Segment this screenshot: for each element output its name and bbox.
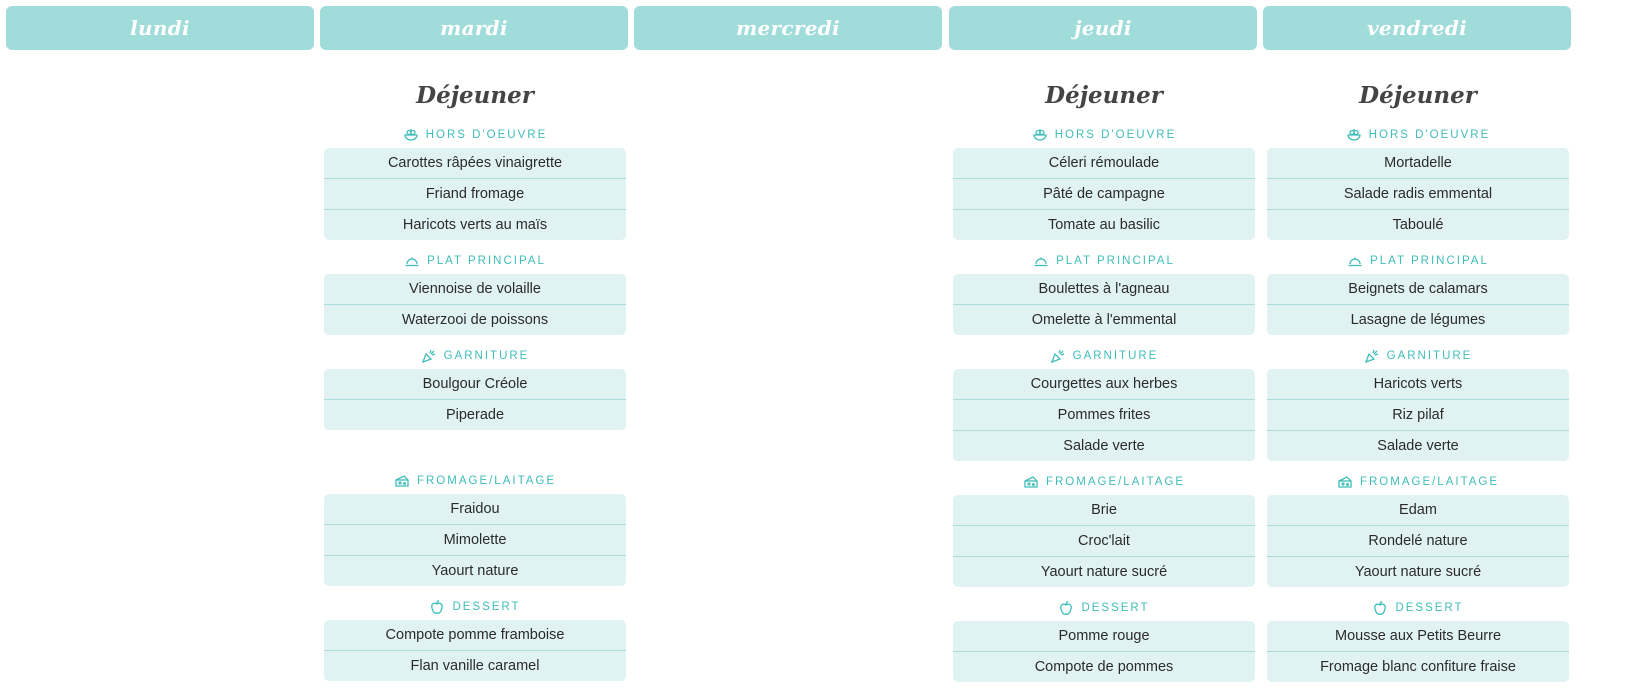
item-list (953, 369, 1255, 461)
spacer (324, 430, 626, 460)
meal-section (1267, 78, 1569, 682)
day-column-mercredi (634, 6, 942, 50)
menu-item: Lasagne de légumes (1267, 304, 1569, 335)
category-dessert (324, 596, 626, 681)
menu-item: Mortadelle (1384, 155, 1452, 171)
menu-item: Haricots verts (1373, 376, 1463, 392)
menu-item: Salade radis emmental (1267, 178, 1569, 209)
item-list (953, 495, 1255, 587)
menu-item: Riz pilaf (1267, 399, 1569, 430)
category-garniture (324, 345, 626, 430)
menu-item: Compote pomme framboise (385, 627, 565, 643)
category-garniture (1267, 345, 1569, 461)
menu-item: Pommes frites (953, 399, 1255, 430)
item-list (1267, 148, 1569, 240)
menu-item: Mimolette (324, 524, 626, 555)
menu-item: Viennoise de volaille (409, 281, 541, 297)
day-column-lundi (6, 6, 314, 50)
category-label: DESSERT (452, 601, 521, 613)
carrot-icon (421, 348, 437, 364)
category-label: FROMAGE/LAITAGE (1045, 476, 1186, 488)
carrot-icon (1364, 348, 1380, 364)
menu-item: Rondelé nature (1267, 525, 1569, 556)
meal-title: Déjeuner (1359, 82, 1477, 109)
item-list (324, 620, 626, 681)
menu-item: Fraidou (450, 501, 500, 517)
menu-item: Omelette à l'emmental (953, 304, 1255, 335)
category-fromage-laitage (324, 470, 626, 586)
item-list (324, 494, 626, 586)
menu-item: Céleri rémoulade (1048, 155, 1160, 171)
cloche-plate-icon (1033, 253, 1049, 269)
cheese-icon (1023, 474, 1039, 490)
day-header-lundi[interactable]: lundi (6, 6, 314, 50)
category-dessert (953, 597, 1255, 682)
cheese-icon (1337, 474, 1353, 490)
day-header-jeudi[interactable]: jeudi (949, 6, 1257, 50)
salad-bowl-icon (1346, 127, 1362, 143)
item-list (324, 148, 626, 240)
category-label: FROMAGE/LAITAGE (1359, 476, 1500, 488)
day-column-mardi (320, 6, 628, 681)
category-label: PLAT PRINCIPAL (427, 255, 546, 267)
menu-item: Taboulé (1267, 209, 1569, 240)
salad-bowl-icon (403, 127, 419, 143)
menu-item: Boulgour Créole (422, 376, 528, 392)
salad-bowl-icon (1032, 127, 1048, 143)
category-plat-principal (324, 250, 626, 335)
menu-item: Pâté de campagne (953, 178, 1255, 209)
carrot-icon (1050, 348, 1066, 364)
menu-item: Brie (1091, 502, 1117, 518)
item-list (953, 621, 1255, 682)
menu-item: Salade verte (953, 430, 1255, 461)
category-hors-doeuvre (1267, 124, 1569, 240)
item-list (953, 148, 1255, 240)
meal-title: Déjeuner (1045, 82, 1163, 109)
category-label: GARNITURE (1072, 350, 1159, 362)
category-fromage-laitage (1267, 471, 1569, 587)
menu-item: Haricots verts au maïs (324, 209, 626, 240)
menu-item: Compote de pommes (953, 651, 1255, 682)
category-label: HORS D'OEUVRE (425, 129, 548, 141)
category-label: PLAT PRINCIPAL (1370, 255, 1489, 267)
category-dessert (1267, 597, 1569, 682)
item-list (1267, 621, 1569, 682)
menu-item: Tomate au basilic (953, 209, 1255, 240)
category-plat-principal (1267, 250, 1569, 335)
item-list (1267, 274, 1569, 335)
day-header-mercredi[interactable]: mercredi (634, 6, 942, 50)
item-list (324, 369, 626, 430)
day-header-mardi[interactable]: mardi (320, 6, 628, 50)
menu-item: Mousse aux Petits Beurre (1334, 628, 1502, 644)
menu-item: Yaourt nature (324, 555, 626, 586)
category-plat-principal (953, 250, 1255, 335)
category-label: PLAT PRINCIPAL (1056, 255, 1175, 267)
category-label: HORS D'OEUVRE (1054, 129, 1177, 141)
menu-item: Croc'lait (953, 525, 1255, 556)
category-label: HORS D'OEUVRE (1368, 129, 1491, 141)
item-list (953, 274, 1255, 335)
category-label: DESSERT (1081, 602, 1150, 614)
category-label: DESSERT (1395, 602, 1464, 614)
category-fromage-laitage (953, 471, 1255, 587)
menu-item: Carottes râpées vinaigrette (387, 155, 563, 171)
day-header-vendredi[interactable]: vendredi (1263, 6, 1571, 50)
category-label: FROMAGE/LAITAGE (416, 475, 557, 487)
menu-item: Courgettes aux herbes (1030, 376, 1178, 392)
menu-item: Edam (1399, 502, 1437, 518)
item-list (1267, 495, 1569, 587)
menu-item: Piperade (324, 399, 626, 430)
menu-item: Flan vanille caramel (324, 650, 626, 681)
cheese-icon (394, 473, 410, 489)
cloche-plate-icon (1347, 253, 1363, 269)
category-garniture (953, 345, 1255, 461)
menu-item: Fromage blanc confiture fraise (1267, 651, 1569, 682)
menu-item: Beignets de calamars (1348, 281, 1488, 297)
category-label: GARNITURE (443, 350, 530, 362)
meal-title: Déjeuner (416, 82, 534, 109)
apple-icon (429, 599, 445, 615)
cloche-plate-icon (404, 253, 420, 269)
item-list (1267, 369, 1569, 461)
menu-item: Yaourt nature sucré (953, 556, 1255, 587)
category-hors-doeuvre (324, 124, 626, 240)
category-hors-doeuvre (953, 124, 1255, 240)
meal-section (324, 78, 626, 681)
menu-item: Friand fromage (324, 178, 626, 209)
apple-icon (1058, 600, 1074, 616)
menu-item: Boulettes à l'agneau (1038, 281, 1170, 297)
menu-item: Pomme rouge (1058, 628, 1150, 644)
apple-icon (1372, 600, 1388, 616)
meal-section (953, 78, 1255, 682)
day-column-jeudi (949, 6, 1257, 682)
menu-item: Salade verte (1267, 430, 1569, 461)
day-column-vendredi (1263, 6, 1571, 682)
menu-item: Yaourt nature sucré (1267, 556, 1569, 587)
item-list (324, 274, 626, 335)
category-label: GARNITURE (1386, 350, 1473, 362)
menu-item: Waterzooi de poissons (324, 304, 626, 335)
